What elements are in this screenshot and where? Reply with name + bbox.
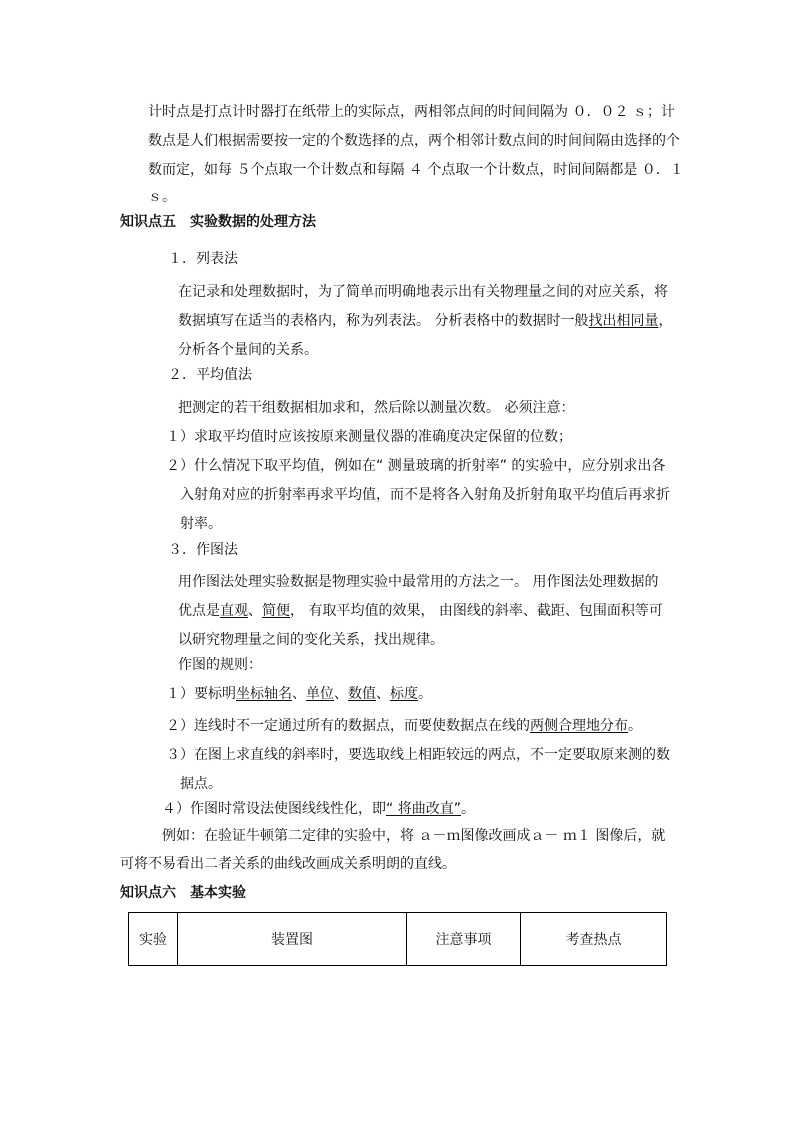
- method-2-text-1: 把测定的若干组数据相加求和，然后除以测量次数。 必须注意：: [178, 400, 575, 416]
- method-1-title: １．列表法: [168, 251, 238, 267]
- text: １）要标明: [166, 686, 236, 702]
- method-3-title: ３．作图法: [168, 542, 238, 558]
- method-2-rule-2c: 射率。: [180, 516, 222, 532]
- method-2-rule-2a: ２）什么情况下取平均值，例如在“ 测量玻璃的折射率” 的实验中，应分别求出各: [166, 458, 666, 474]
- text: ， 有取平均值的效果， 由图线的斜率、截距、包围面积等可: [290, 603, 663, 619]
- method-1-text-3: 分析各个量间的关系。: [178, 342, 318, 358]
- punctuation: ，: [658, 313, 673, 329]
- text: ４）作图时常设法使图线线性化，即: [162, 801, 386, 817]
- underlined-term: “ 将曲改直”: [386, 801, 461, 817]
- underlined-term: 两侧合理地分布: [530, 718, 628, 734]
- intro-line-4: ｓ。: [148, 189, 176, 205]
- method-2-rule-2b: 入射角对应的折射率再求平均值，而不是将各入射角及折射角取平均值后再求折: [180, 487, 670, 503]
- method-1-text-2: [178, 312, 672, 330]
- table-header-cell: 装置图: [178, 913, 407, 966]
- graph-rule-2: [166, 717, 642, 735]
- underlined-term: 找出相同量: [588, 313, 659, 329]
- underlined-term: 简便: [262, 603, 290, 619]
- table-header-cell: 注意事项: [407, 913, 521, 966]
- table-header-cell: 考查热点: [521, 913, 667, 966]
- table-header-row: [129, 913, 667, 966]
- underlined-term: 标度: [390, 686, 418, 702]
- intro-line-2: 数点是人们根据需要按一定的个数选择的点，两个相邻计数点间的时间间隔由选择的个: [148, 133, 680, 149]
- method-1-text-1: 在记录和处理数据时，为了简单而明确地表示出有关物理量之间的对应关系，将: [178, 284, 668, 300]
- method-3-text-3: 以研究物理量之间的变化关系，找出规律。: [178, 632, 444, 648]
- underlined-term: 坐标轴名: [236, 686, 292, 702]
- graph-rules-title: 作图的规则：: [178, 657, 262, 673]
- graph-rule-3a: ３）在图上求直线的斜率时，要选取线上相距较远的两点，不一定要取原来测的数: [166, 747, 670, 763]
- text: 。: [628, 718, 642, 734]
- section-6-heading: 知识点六 基本实验: [120, 885, 246, 901]
- text: 、: [292, 686, 306, 702]
- intro-line-1: 计时点是打点计时器打在纸带上的实际点，两相邻点间的时间间隔为 ０．０２ ｓ；计: [148, 104, 675, 120]
- example-line-1: 例如：在验证牛顿第二定律的实验中，将 ａ－ｍ图像改画成ａ－ ｍ１ 图像后，就: [162, 828, 666, 844]
- method-3-text-1: 用作图法处理实验数据是物理实验中最常用的方法之一。 用作图法处理数据的: [178, 574, 659, 590]
- graph-rule-4: [162, 800, 475, 818]
- text: 、: [334, 686, 348, 702]
- method-2-title: ２．平均值法: [168, 367, 252, 383]
- text: 、: [376, 686, 390, 702]
- intro-line-3: 数而定，如每 ５个点取一个计数点和每隔 ４ 个点取一个计数点，时间间隔都是 ０．１: [148, 162, 684, 178]
- table-header-cell: 实验: [129, 913, 178, 966]
- experiment-table: [128, 912, 667, 966]
- text: 。: [460, 801, 475, 817]
- example-line-2: 可将不易看出二者关系的曲线改画成关系明朗的直线。: [120, 856, 456, 872]
- method-2-rule-1: １）求取平均值时应该按原来测量仪器的准确度决定保留的位数；: [166, 429, 572, 445]
- text: 。: [418, 686, 432, 702]
- underlined-term: 数值: [348, 686, 376, 702]
- method-1-text-2-main: 数据填写在适当的表格内，称为列表法。 分析表格中的数据时一般: [178, 313, 589, 329]
- method-3-text-2: [178, 602, 663, 620]
- underlined-term: 单位: [306, 686, 334, 702]
- section-5-heading: 知识点五 实验数据的处理方法: [120, 214, 316, 230]
- graph-rule-3b: 据点。: [180, 776, 222, 792]
- underlined-term: 直观: [220, 603, 248, 619]
- text: ２）连线时不一定通过所有的数据点，而要使数据点在线的: [166, 718, 530, 734]
- text: 优点是: [178, 603, 220, 619]
- graph-rule-1: [166, 685, 432, 703]
- text: 、: [248, 603, 262, 619]
